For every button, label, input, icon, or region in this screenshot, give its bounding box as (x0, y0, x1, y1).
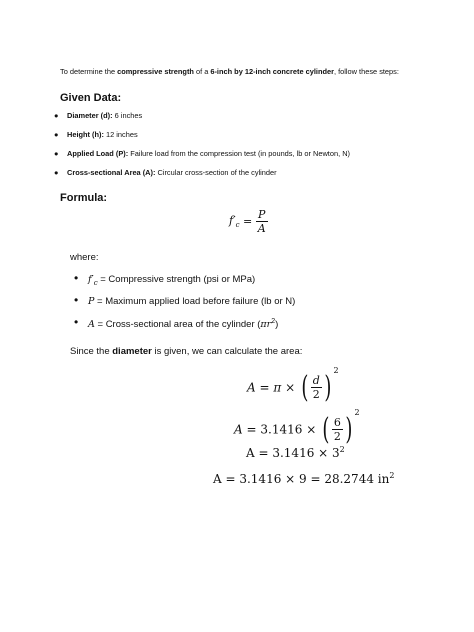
area-equation-2 (234, 408, 360, 445)
item-label: Height (h): (67, 130, 104, 139)
eq-times: × (285, 380, 296, 395)
intro-bold: 6-inch by 12-inch concrete cylinder (210, 67, 334, 76)
eq-exponent: 2 (333, 366, 339, 375)
eq-numerator: 6 (333, 416, 341, 429)
list-item (74, 315, 279, 331)
since-part: Since the (70, 346, 113, 357)
list-item (54, 130, 138, 139)
item-label: Applied Load (P): (67, 149, 129, 158)
since-bold: diameter (112, 346, 152, 357)
eq-pi: π (273, 380, 282, 395)
formula-numerator: P (256, 208, 268, 222)
bullet-icon: • (74, 315, 79, 329)
formula-equals: = (243, 215, 253, 228)
item-label: Cross-sectional Area (A): (67, 168, 156, 177)
eq-denominator: 2 (312, 388, 320, 401)
eq-text: A = 3.1416 × 9 = 28.2744 in (213, 472, 390, 486)
eq-value: 3.1416 (260, 422, 303, 437)
where-label: where: (70, 252, 99, 263)
list-item (74, 293, 296, 307)
bullet-icon: ● (54, 168, 59, 177)
item-label: Diameter (d): (67, 111, 113, 120)
intro-part: of a (193, 67, 211, 76)
bullet-icon: ● (54, 149, 59, 158)
left-paren: ( (301, 369, 309, 405)
eq-text: A = 3.1416 × 3 (246, 446, 340, 460)
area-equation-4 (213, 471, 394, 486)
item-text: = Compressive strength (psi or MPa) (97, 274, 256, 285)
item-text: 12 inches (103, 130, 138, 139)
list-item (54, 111, 143, 120)
formula-fraction (256, 208, 268, 235)
formula-denominator: A (257, 222, 266, 235)
bullet-icon: ● (54, 111, 59, 120)
symbol: f′ (88, 274, 94, 285)
eq-fraction (332, 416, 343, 443)
area-equation-1 (247, 366, 339, 403)
list-item (54, 149, 350, 158)
item-text: = Maximum applied load before failure (lb or N) (94, 296, 296, 307)
superscript: 2 (271, 318, 276, 325)
left-paren: ( (322, 411, 330, 447)
eq-numerator: d (312, 374, 320, 387)
symbol: P (88, 296, 95, 307)
eq-lhs: A (247, 380, 256, 395)
item-text: 6 inches (112, 111, 143, 120)
right-paren: ) (345, 411, 353, 447)
given-data-heading: Given Data: (60, 92, 122, 104)
bullet-icon: • (74, 293, 79, 307)
intro-bold: compressive strength (117, 67, 194, 76)
formula-lhs: f′ (229, 213, 236, 227)
eq-lhs: A (234, 422, 243, 437)
intro-part: , follow these steps: (334, 67, 399, 76)
item-text: = Cross-sectional area of the cylinder ( (94, 319, 261, 331)
formula-lhs-sub: c (235, 221, 240, 230)
intro-text (60, 67, 399, 76)
eq-exponent: 2 (389, 471, 395, 480)
bullet-icon: ● (54, 130, 59, 139)
formula-heading: Formula: (60, 192, 108, 204)
eq-equals: = (246, 422, 257, 437)
eq-times: × (306, 422, 317, 437)
close-paren: ) (275, 319, 279, 331)
area-equation-3 (246, 445, 345, 460)
formula-equation (229, 208, 268, 235)
eq-fraction (311, 374, 322, 401)
intro-part: To determine the (60, 67, 118, 76)
symbol: A (88, 319, 95, 331)
list-item (54, 168, 277, 177)
pi-r: πr (260, 319, 272, 331)
since-text (70, 346, 302, 357)
since-part: is given, we can calculate the area: (151, 346, 303, 357)
eq-equals: = (259, 380, 270, 395)
item-text: Circular cross-section of the cylinder (155, 168, 277, 177)
symbol-sub: c (93, 278, 98, 287)
item-text: Failure load from the compression test (in pounds, lb or Newton, N) (128, 149, 350, 158)
bullet-icon: • (74, 271, 79, 285)
right-paren: ) (324, 369, 332, 405)
eq-denominator: 2 (333, 430, 341, 443)
eq-exponent: 2 (354, 408, 360, 417)
list-item (74, 271, 256, 287)
eq-exponent: 2 (339, 445, 345, 454)
